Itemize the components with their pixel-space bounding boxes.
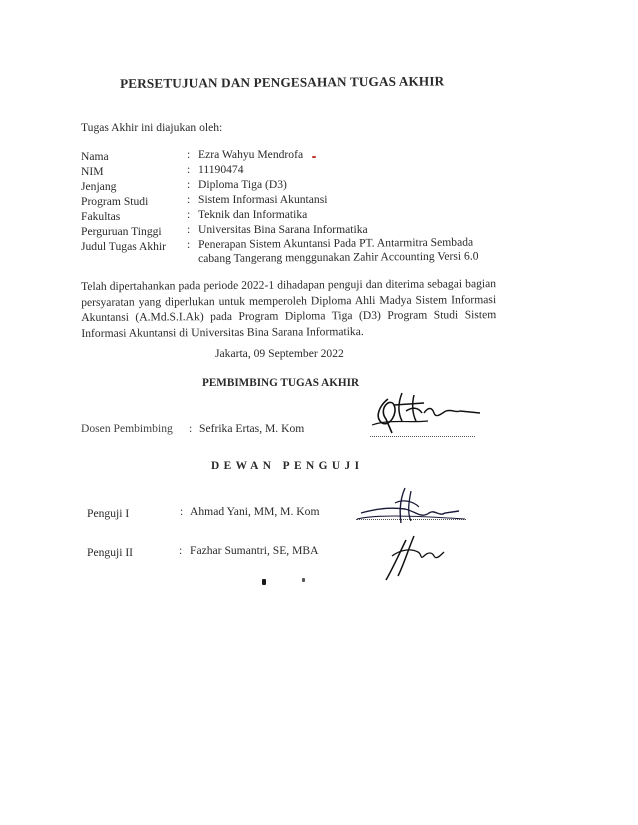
field-label-program-studi: Program Studi [81,195,149,208]
pembimbing-heading: PEMBIMBING TUGAS AKHIR [202,377,360,389]
document-title: PERSETUJUAN DAN PENGESAHAN TUGAS AKHIR [120,73,445,91]
field-value-jenjang: Diploma Tiga (D3) [198,178,287,191]
paragraph-line: persyaratan yang diperlukan untuk memperoleh Diploma Ahli Madya Sistem Informasi [81,292,497,309]
field-colon: : [187,208,191,221]
paragraph-line: Telah dipertahankan pada periode 2022-1 dihadapan penguji dan diterima sebagai bagian [81,277,497,293]
paragraph-line: Akuntansi (A.Md.S.I.Ak) pada Program Diploma Tiga (D3) Program Studi Sistem [81,308,497,324]
field-label-nama: Nama [81,150,109,163]
penguji-1-label: Penguji I [87,507,130,520]
penguji-2-label: Penguji II [87,546,134,559]
field-colon: : [187,193,191,206]
penguji-heading: DEWAN PENGUJI [211,460,364,472]
field-value-nama: Ezra Wahyu Mendrofa [198,148,304,161]
field-label-fakultas: Fakultas [81,210,121,223]
field-value-nim: 11190474 [198,163,244,176]
field-colon: : [187,238,191,251]
penguji-2-signature [378,530,448,582]
field-colon: : [180,505,184,518]
field-label-nim: NIM [81,165,104,178]
penguji-1-signature [355,485,470,530]
field-colon: : [179,544,183,557]
field-value-perguruan-tinggi: Universitas Bina Sarana Informatika [198,223,368,236]
field-value-judul: Penerapan Sistem Akuntansi Pada PT. Antarmitra Sembada [198,235,474,251]
statement-paragraph [81,276,496,341]
intro-text: Tugas Akhir ini diajukan oleh: [81,121,223,134]
field-colon: : [187,223,191,236]
field-colon: : [187,148,191,161]
penguji-1-name: Ahmad Yani, MM, M. Kom [190,505,320,518]
dosen-label: Dosen Pembimbing [81,422,173,435]
ink-blot [302,578,305,582]
penguji-2-name: Fazhar Sumantri, SE, MBA [190,544,319,557]
dosen-name: Sefrika Ertas, M. Kom [199,422,305,435]
field-colon: : [189,422,193,435]
field-value-judul-line2: cabang Tangerang menggunakan Zahir Accounting Versi 6.0 [198,249,479,265]
field-value-program-studi: Sistem Informasi Akuntansi [198,193,328,206]
field-colon: : [187,178,191,191]
field-label-judul: Judul Tugas Akhir [81,240,167,253]
signature-line [370,436,475,437]
field-colon: : [187,163,191,176]
field-value-fakultas: Teknik dan Informatika [198,208,308,221]
red-ink-mark [312,156,316,158]
field-label-perguruan-tinggi: Perguruan Tinggi [81,225,162,238]
ink-blot [262,579,266,585]
dosen-signature [368,383,483,435]
signing-date: Jakarta, 09 September 2022 [215,347,344,360]
field-label-jenjang: Jenjang [81,180,117,193]
paragraph-line: Informasi Akuntansi di Universitas Bina Sarana Informatika. [81,324,364,340]
